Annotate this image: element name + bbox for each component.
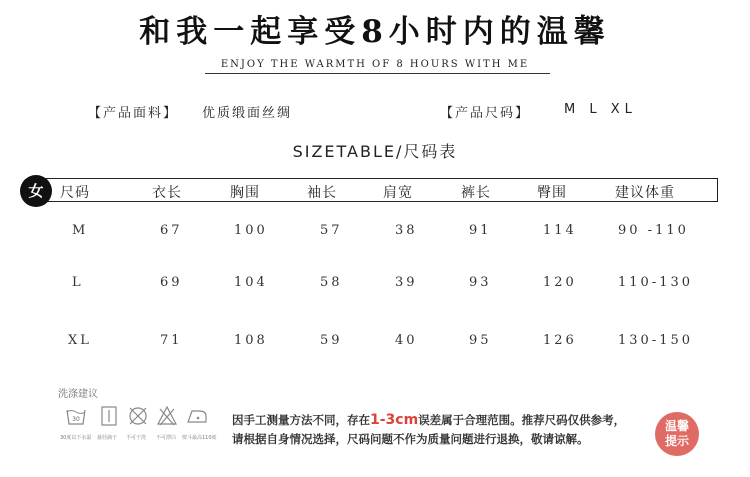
- warm-tip-badge: [655, 412, 699, 456]
- notice-line-2: 请根据自身情况选择，尺码问题不作为质量问题进行退换，敬请谅解。: [232, 432, 589, 446]
- care-label-iron: 熨斗最高110度: [182, 435, 217, 441]
- fabric-label: 【产品面料】: [88, 106, 179, 121]
- line-dry-icon: [98, 405, 120, 427]
- table-cell: 114: [543, 223, 577, 238]
- table-cell: 40: [395, 333, 418, 348]
- header-shoulder: 肩宽: [383, 185, 413, 201]
- header-size: 尺码: [60, 185, 90, 201]
- care-label-no-dryclean: 不可干洗: [126, 435, 147, 441]
- table-cell: 71: [160, 333, 183, 348]
- subtitle-underline: [205, 73, 550, 74]
- header-pants-length: 裤长: [461, 185, 491, 201]
- header-sleeve: 袖长: [307, 185, 337, 201]
- notice-line-1-after: 误差属于合理范围。推荐尺码仅供参考，: [418, 413, 626, 427]
- no-bleach-icon: [127, 405, 149, 427]
- size-value: M L XL: [564, 102, 637, 117]
- care-label-wash: 30度以下水温: [60, 435, 92, 441]
- table-cell: 126: [543, 333, 577, 348]
- page-subtitle: ENJOY THE WARMTH OF 8 HOURS WITH ME: [220, 59, 530, 70]
- wash-temp-text: 30: [72, 416, 80, 423]
- table-cell: 67: [160, 223, 183, 238]
- table-cell: 69: [160, 275, 183, 290]
- table-cell: 93: [469, 275, 492, 290]
- table-cell: M: [72, 223, 89, 238]
- header-bust: 胸围: [230, 185, 260, 201]
- notice-highlight: 1-3cm: [370, 412, 419, 428]
- table-cell: 100: [234, 223, 268, 238]
- care-title: 洗涤建议: [58, 389, 98, 400]
- table-cell: 110-130: [618, 275, 694, 290]
- table-cell: 130-150: [618, 333, 694, 348]
- size-table-title: SIZETABLE/尺码表: [292, 142, 458, 161]
- header-hip: 臀围: [537, 185, 567, 201]
- page-title: 和我一起享受8小时内的温馨: [139, 14, 611, 50]
- size-label: 【产品尺码】: [440, 106, 531, 121]
- table-cell: 95: [469, 333, 492, 348]
- table-cell: 39: [395, 275, 418, 290]
- tip-badge-line-1: 温馨: [664, 419, 689, 433]
- fabric-value: 优质缎面丝绸: [202, 106, 293, 121]
- header-length: 衣长: [152, 185, 182, 201]
- table-cell: 120: [543, 275, 577, 290]
- table-cell: 90 -110: [618, 223, 689, 238]
- tip-badge-line-2: 提示: [664, 434, 689, 448]
- iron-110-icon: [186, 405, 208, 427]
- header-weight: 建议体重: [615, 185, 675, 201]
- table-cell: 59: [320, 333, 343, 348]
- care-label-no-bleach: 不可漂白: [156, 435, 177, 441]
- table-cell: 57: [320, 223, 343, 238]
- table-cell: XL: [68, 333, 92, 348]
- table-cell: 91: [469, 223, 492, 238]
- table-cell: 104: [234, 275, 268, 290]
- no-chlorine-icon: [156, 405, 178, 427]
- table-cell: L: [72, 275, 84, 290]
- care-label-dry: 悬挂滴干: [97, 435, 118, 441]
- notice-line-1-before: 因手工测量方法不同，存在: [232, 413, 370, 427]
- notice-line-1: [232, 412, 625, 428]
- table-cell: 58: [320, 275, 343, 290]
- female-badge: 女: [20, 175, 52, 207]
- table-cell: 108: [234, 333, 268, 348]
- wash-30-icon: [65, 405, 87, 427]
- table-cell: 38: [395, 223, 418, 238]
